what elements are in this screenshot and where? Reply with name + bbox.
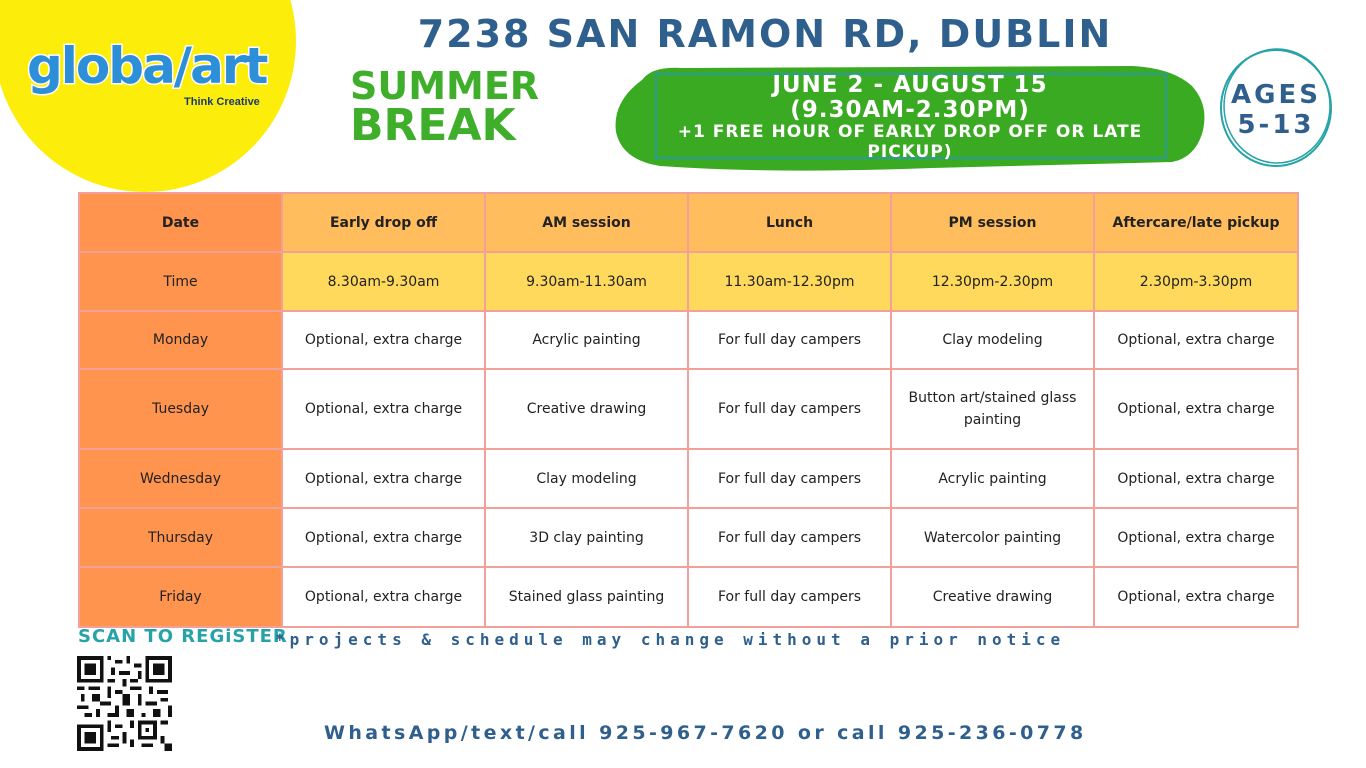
table-cell: Watercolor painting [891, 508, 1094, 567]
table-cell: Optional, extra charge [282, 508, 485, 567]
day-cell: Wednesday [79, 449, 282, 508]
table-cell: Optional, extra charge [1094, 449, 1298, 508]
table-cell: For full day campers [688, 369, 891, 449]
time-cell: 11.30am-12.30pm [688, 252, 891, 311]
table-cell: Button art/stained glass painting [891, 369, 1094, 449]
header-cell: Lunch [688, 193, 891, 252]
break-label: BREAK [350, 100, 516, 151]
time-cell: 9.30am-11.30am [485, 252, 688, 311]
dates-banner [650, 72, 1170, 162]
dates-text: JUNE 2 - AUGUST 15 [772, 72, 1048, 98]
contact-phone-line: WhatsApp/text/call 925-967-7620 or call 925-236-0778 [324, 722, 1087, 744]
ages-label: AGES [1231, 80, 1321, 110]
day-cell: Monday [79, 311, 282, 369]
day-cell: Tuesday [79, 369, 282, 449]
table-cell: Clay modeling [891, 311, 1094, 369]
table-cell: Clay modeling [485, 449, 688, 508]
table-cell: Optional, extra charge [282, 369, 485, 449]
table-cell: Optional, extra charge [282, 567, 485, 627]
day-cell: Friday [79, 567, 282, 627]
header-cell: Early drop off [282, 193, 485, 252]
address-heading: 7238 SAN RAMON RD, DUBLIN [417, 12, 1113, 56]
summer-label: SUMMER [350, 64, 540, 108]
header-row [79, 193, 1298, 252]
ages-range: 5-13 [1237, 110, 1315, 140]
header-cell: AM session [485, 193, 688, 252]
table-cell: For full day campers [688, 311, 891, 369]
table-cell: Optional, extra charge [1094, 311, 1298, 369]
table-cell: Optional, extra charge [1094, 567, 1298, 627]
hours-text: (9.30AM-2.30PM) [790, 97, 1030, 123]
header-cell: Aftercare/late pickup [1094, 193, 1298, 252]
header-cell: PM session [891, 193, 1094, 252]
table-cell: Stained glass painting [485, 567, 688, 627]
table-cell: For full day campers [688, 567, 891, 627]
logo-tagline: Think Creative [184, 96, 260, 108]
qr-code-icon[interactable] [77, 656, 172, 751]
logo-wordmark: globa/art [27, 37, 267, 95]
table-cell: Optional, extra charge [282, 311, 485, 369]
table-row [79, 449, 1298, 508]
schedule-table [78, 192, 1299, 628]
table-cell: Acrylic painting [891, 449, 1094, 508]
table-cell: 3D clay painting [485, 508, 688, 567]
table-cell: Acrylic painting [485, 311, 688, 369]
time-cell: 2.30pm-3.30pm [1094, 252, 1298, 311]
table-cell: Optional, extra charge [1094, 508, 1298, 567]
scan-to-register-label: SCAN TO REGiSTER [78, 626, 288, 647]
table-row [79, 311, 1298, 369]
table-cell: Optional, extra charge [282, 449, 485, 508]
time-cell: 12.30pm-2.30pm [891, 252, 1094, 311]
ages-badge [1218, 80, 1334, 140]
table-row [79, 369, 1298, 449]
summer-break-title [350, 64, 540, 151]
day-cell: Thursday [79, 508, 282, 567]
table-cell: For full day campers [688, 508, 891, 567]
table-cell: Optional, extra charge [1094, 369, 1298, 449]
table-row [79, 508, 1298, 567]
time-row [79, 252, 1298, 311]
schedule-change-note: *projects & schedule may change without a prior notice [275, 630, 1066, 649]
globalart-logo [27, 34, 277, 114]
time-label-cell: Time [79, 252, 282, 311]
table-cell: Creative drawing [485, 369, 688, 449]
bonus-hour-text: +1 FREE HOUR OF EARLY DROP OFF OR LATE PICKUP) [677, 122, 1143, 162]
table-row [79, 567, 1298, 627]
table-cell: For full day campers [688, 449, 891, 508]
header-cell: Date [79, 193, 282, 252]
time-cell: 8.30am-9.30am [282, 252, 485, 311]
table-cell: Creative drawing [891, 567, 1094, 627]
